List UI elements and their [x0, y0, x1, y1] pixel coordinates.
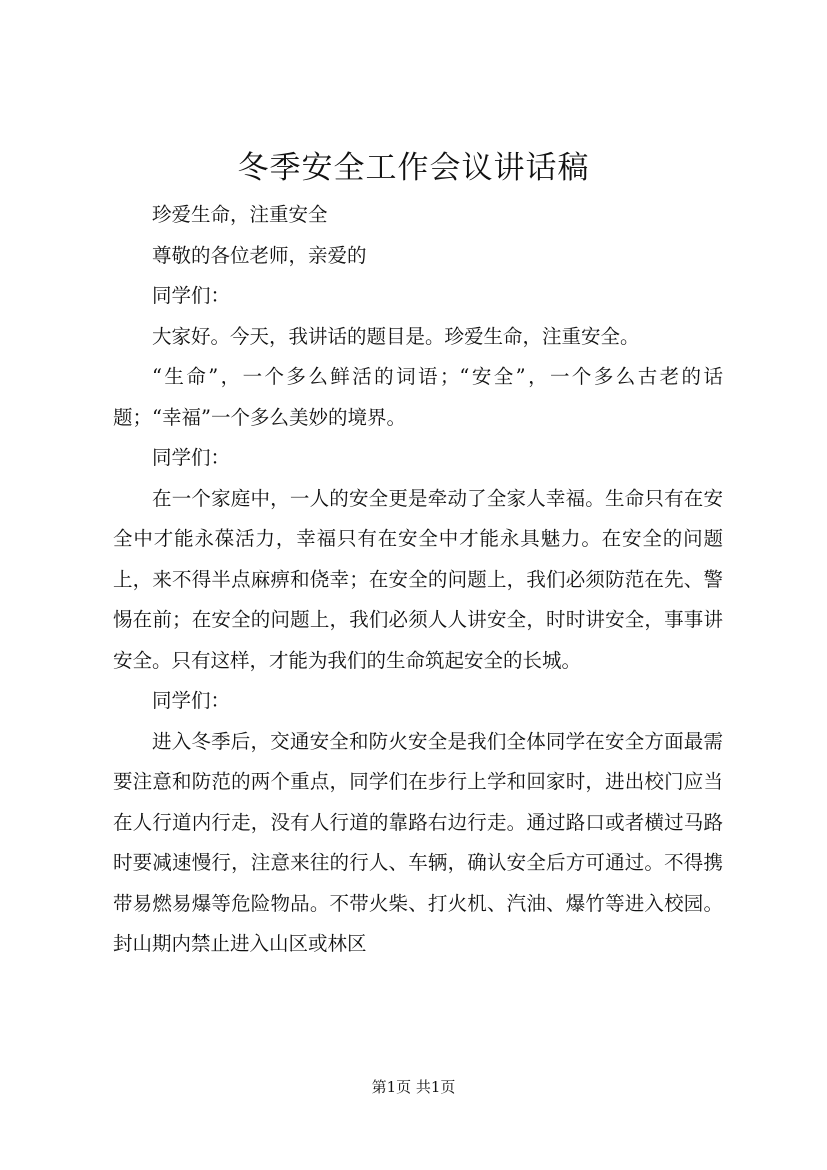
paragraph-salutation: 同学们： — [152, 689, 231, 712]
paragraph-subtitle: 珍爱生命，注重安全 — [152, 203, 328, 226]
document-title: 冬季安全工作会议讲话稿 — [237, 150, 590, 186]
paragraph-life-safety: “生命”，一个多么鲜活的词语；“安全”，一个多么古老的话题；“幸福”一个多么美妙的境界。 — [113, 365, 723, 429]
paragraph-family-safety: 在一个家庭中，一人的安全更是牵动了全家人幸福。生命只有在安全中才能永葆活力，幸福只有在安全中才能永具魅力。在安全的问题上，来不得半点麻痹和侥幸；在安全的问题上，我们必须防范在先、警惕在前；在安全的问题上，我们必须人人讲安全，时时讲安全，事事讲安全。只有这样，才能为我们的生命筑起安全的长城。 — [113, 486, 723, 672]
paragraph-greeting: 尊敬的各位老师，亲爱的 — [152, 243, 367, 267]
paragraph-opening: 大家好。今天，我讲话的题目是。珍爱生命，注重安全。 — [152, 324, 640, 348]
paragraph-salutation: 同学们： — [152, 284, 231, 307]
paragraph-winter-safety: 进入冬季后，交通安全和防火安全是我们全体同学在安全方面最需要注意和防范的两个重点，同学们在步行上学和回家时，进出校门应当在人行道内行走，没有人行道的靠路右边行走。通过路口或者横过马路时要减速慢行，注意来往的行人、车辆，确认安全后方可通过。不得携带易燃易爆等危险物品。不带火柴、打火机、汽油、爆竹等进入校园。封山期内禁止进入山区或林区 — [113, 729, 723, 955]
page-number: 第1页 共1页 — [371, 1078, 456, 1096]
paragraph-salutation: 同学们： — [152, 446, 231, 469]
document-body — [113, 195, 723, 965]
